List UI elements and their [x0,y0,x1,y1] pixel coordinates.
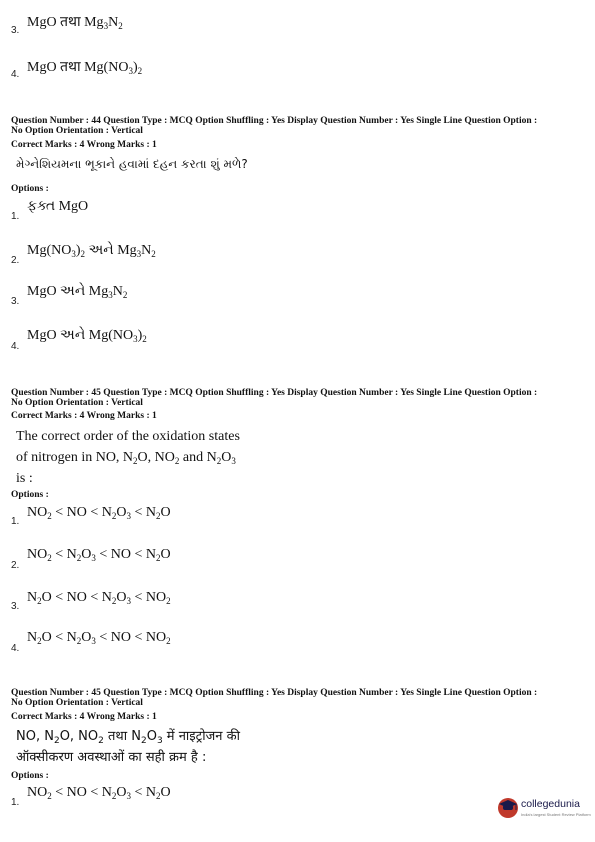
question-text-line2: ऑक्सीकरण अवस्थाओं का सही क्रम है : [16,750,207,765]
option-text: $NO_2$ < NO < $N_2O_3 < N_2O$ [27,785,171,801]
option-text: $NO_2 < N_2O_3$ < NO < $N_2O$ [27,547,171,563]
question-text-line3: is : [16,471,33,486]
option-text: $NO_2$ < NO < $N_2O_3 < N_2O$ [27,505,171,521]
option-text: $N_2O$ < NO < $N_2O_3 < NO_2$ [27,590,171,606]
option-text: $Mg(NO_3)_2$ અને $Mg_3N_2$ [27,243,156,259]
question-meta-line1: Question Number : 44 Question Type : MCQ Option Shuffling : Yes Display Question Number : Yes Single Line Question Option : [11,116,538,126]
collegedunia-logo [497,793,593,825]
question-marks: Correct Marks : 4 Wrong Marks : 1 [11,411,157,421]
option-number: 1. [11,516,20,527]
question-meta-line2: No Option Orientation : Vertical [11,398,143,408]
option-text: ફક્ત MgO [27,199,89,214]
option-text: MgO અને $Mg(NO_3)_2$ [27,328,147,344]
question-text-line2: of nitrogen in NO, $N_2O$, $NO_2$ and $N_2O_3$ [16,450,236,466]
option-number: 3. [11,296,20,307]
option-number: 1. [11,211,20,222]
question-meta-line2: No Option Orientation : Vertical [11,698,143,708]
option-number: 3. [11,601,20,612]
question-text: મેગ્નેશિયમના ભૂકાને હવામાં દહન કરતા શું મળે? [16,157,248,171]
graduation-cap-icon [497,795,519,819]
option-text: $N_2O < N_2O_3$ < NO < $NO_2$ [27,630,171,646]
question-marks: Correct Marks : 4 Wrong Marks : 1 [11,140,157,150]
option-number: 4. [11,69,20,80]
question-text-line1: NO, $N_2O$, $NO_2$ तथा $N_2O_3$ में नाइट्रोजन की [16,729,240,746]
option-text: MgO तथा $Mg_3N_2$ [27,15,123,31]
option-number: 4. [11,643,20,654]
options-label: Options : [11,490,49,500]
logo-tagline: India's largest Student Review Platform [521,812,591,817]
option-number: 2. [11,560,20,571]
option-number: 1. [11,797,20,808]
question-meta-line2: No Option Orientation : Vertical [11,126,143,136]
option-number: 4. [11,341,20,352]
option-text: MgO तथा $Mg(NO_3)_2$ [27,60,143,76]
option-text: MgO અને $Mg_3N_2$ [27,284,128,300]
question-marks: Correct Marks : 4 Wrong Marks : 1 [11,712,157,722]
option-number: 3. [11,25,20,36]
question-meta-line1: Question Number : 45 Question Type : MCQ Option Shuffling : Yes Display Question Number : Yes Single Line Question Option : [11,688,538,698]
option-number: 2. [11,255,20,266]
logo-name: collegedunia [521,798,580,810]
options-label: Options : [11,184,49,194]
question-text-line1: The correct order of the oxidation states [16,429,240,444]
options-label: Options : [11,771,49,781]
question-meta-line1: Question Number : 45 Question Type : MCQ Option Shuffling : Yes Display Question Number : Yes Single Line Question Option : [11,388,538,398]
